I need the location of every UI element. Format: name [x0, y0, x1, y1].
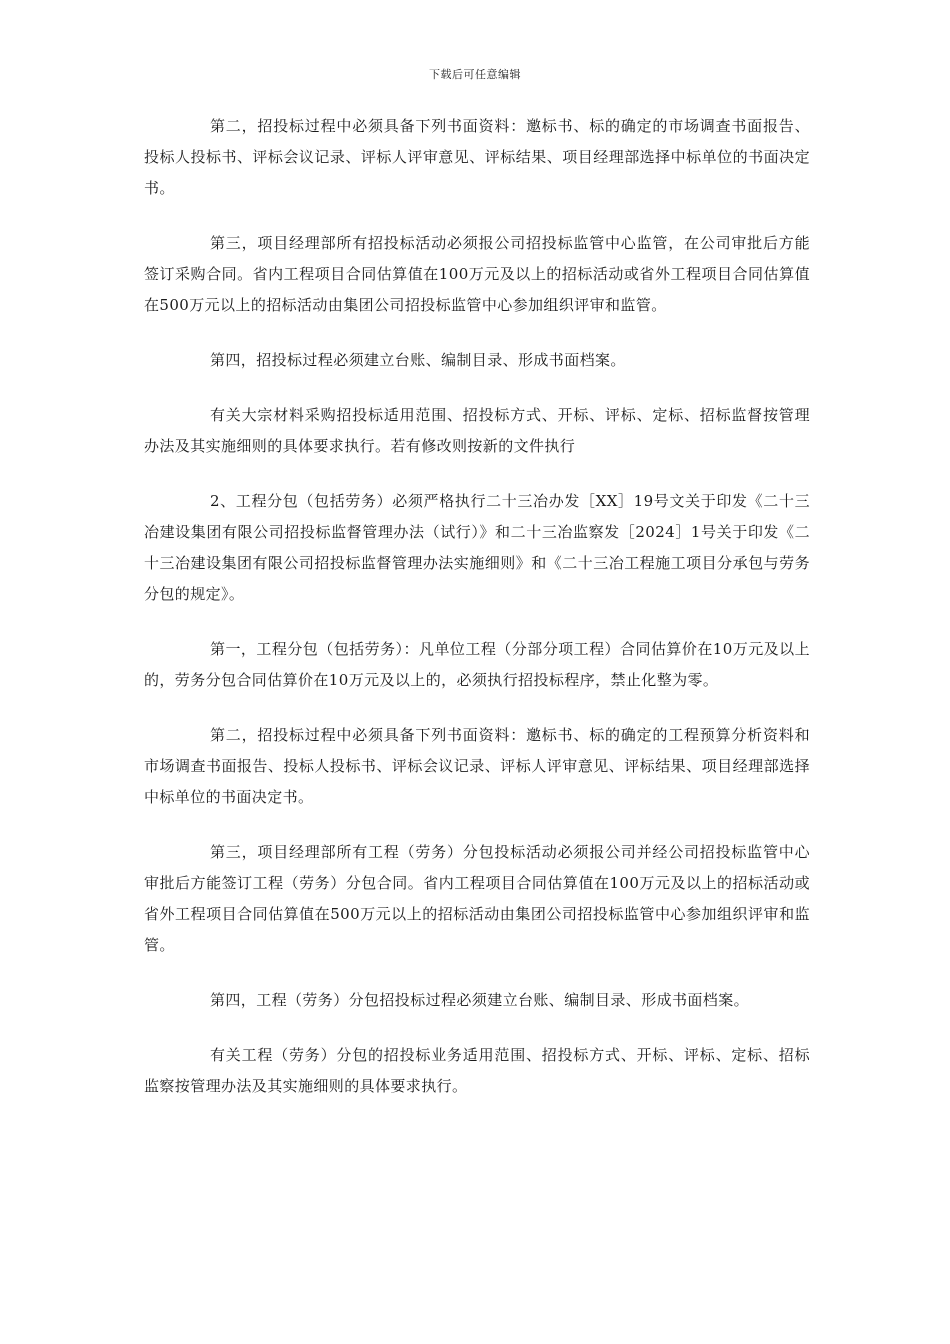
paragraph: 第一，工程分包（包括劳务）：凡单位工程（分部分项工程）合同估算价在10万元及以上的，劳务分包合同估算价在10万元及以上的，必须执行招投标程序，禁止化整为零。	[144, 640, 810, 689]
paragraph: 第三，项目经理部所有工程（劳务）分包投标活动必须报公司并经公司招投标监管中心审批后方能签订工程（劳务）分包合同。省内工程项目合同估算值在100万元及以上的招标活动或省外工程项目合同估算值在500万元以上的招标活动由集团公司招投标监管中心参加组织评审和监管。	[144, 843, 810, 954]
paragraph: 2、工程分包（包括劳务）必须严格执行二十三冶办发［XX］19号文关于印发《二十三冶建设集团有限公司招投标监督管理办法（试行）》和二十三冶监察发［2024］1号关于印发《二十三冶建设集团有限公司招投标监督管理办法实施细则》和《二十三冶工程施工项目分承包与劳务分包的规定》。	[144, 492, 810, 603]
paragraph: 第四，招投标过程必须建立台账、编制目录、形成书面档案。	[210, 351, 626, 369]
paragraph: 有关大宗材料采购招投标适用范围、招投标方式、开标、评标、定标、招标监督按管理办法及其实施细则的具体要求执行。若有修改则按新的文件执行	[144, 406, 810, 455]
paragraph: 第三，项目经理部所有招投标活动必须报公司招投标监管中心监管，在公司审批后方能签订采购合同。省内工程项目合同估算值在100万元及以上的招标活动或省外工程项目合同估算值在500万元以上的招标活动由集团公司招投标监管中心参加组织评审和监管。	[144, 234, 810, 314]
document-body	[144, 111, 810, 1126]
header-note: 下载后可任意编辑	[429, 68, 521, 81]
paragraph: 第四，工程（劳务）分包招投标过程必须建立台账、编制目录、形成书面档案。	[210, 991, 750, 1009]
paragraph: 有关工程（劳务）分包的招投标业务适用范围、招投标方式、开标、评标、定标、招标监察按管理办法及其实施细则的具体要求执行。	[144, 1046, 810, 1095]
paragraph: 第二，招投标过程中必须具备下列书面资料：邀标书、标的确定的市场调查书面报告、投标人投标书、评标会议记录、评标人评审意见、评标结果、项目经理部选择中标单位的书面决定书。	[144, 117, 810, 197]
paragraph: 第二，招投标过程中必须具备下列书面资料：邀标书、标的确定的工程预算分析资料和市场调查书面报告、投标人投标书、评标会议记录、评标人评审意见、评标结果、项目经理部选择中标单位的书面决定书。	[144, 726, 810, 806]
